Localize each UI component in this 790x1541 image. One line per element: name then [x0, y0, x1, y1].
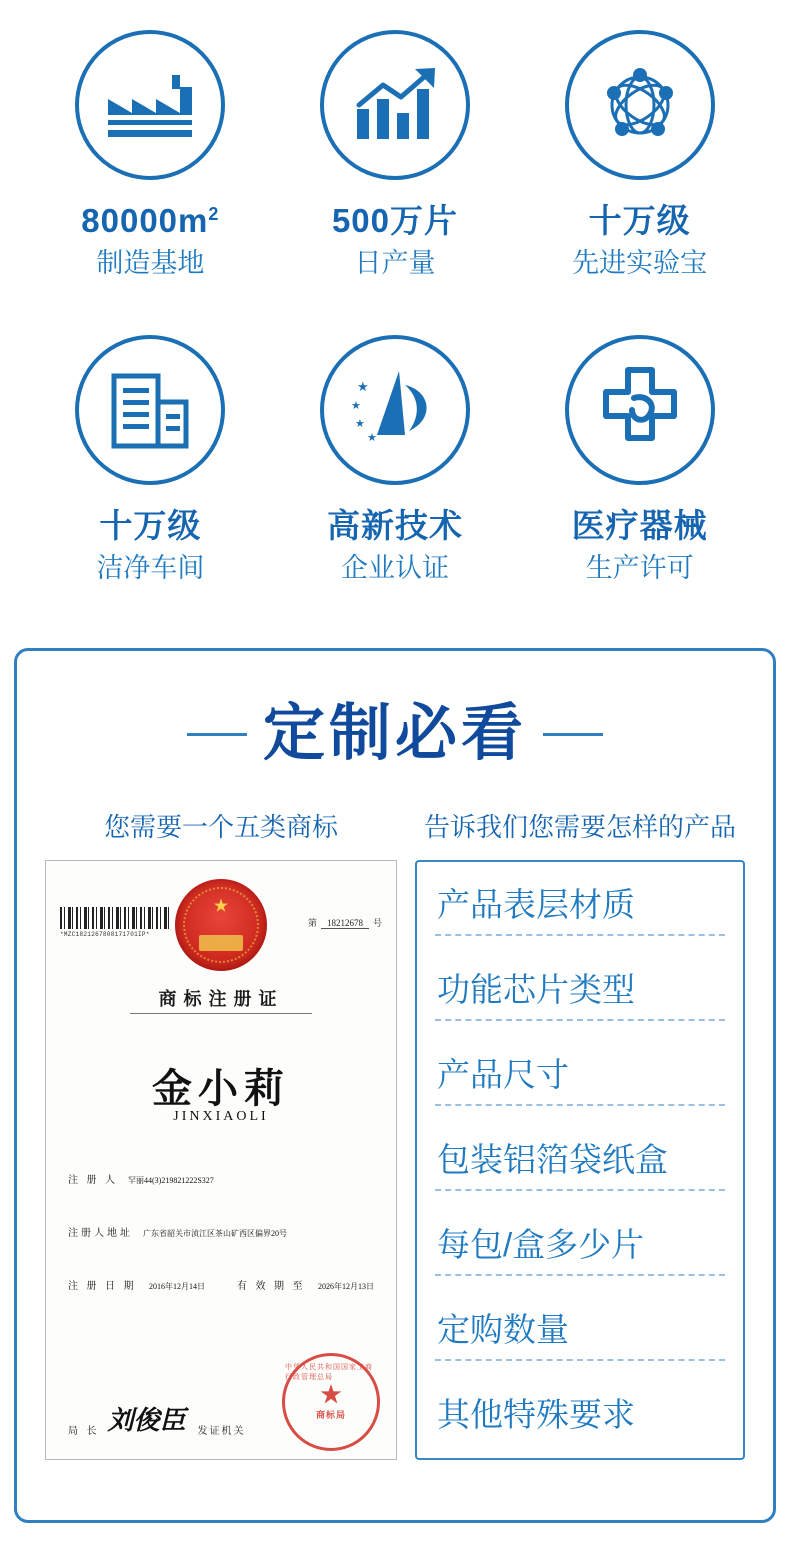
certificate-number-value: 18212678	[321, 918, 369, 929]
list-item: 包装铝箔袋纸盒	[435, 1131, 725, 1191]
certificate-number	[308, 916, 382, 929]
certificate-title: 商标注册证	[158, 989, 284, 1009]
feature-subtitle: 制造基地	[96, 247, 205, 278]
certificate-brand-cn: 金小莉	[152, 1066, 290, 1111]
seal-arc-text: 中华人民共和国国家工商行政管理总局	[285, 1363, 373, 1381]
certificate-row	[68, 1277, 374, 1292]
director-signature: 刘俊臣	[107, 1406, 186, 1435]
medical-cross-icon	[565, 335, 715, 485]
valid-until-value: 2026年12月13日	[318, 1282, 374, 1291]
certificate-number-label: 第	[307, 918, 317, 928]
feature-item-factory	[28, 30, 273, 335]
certificate-fields	[68, 1171, 374, 1326]
requirements-list	[415, 860, 745, 1460]
list-item: 产品表层材质	[435, 876, 725, 936]
list-item: 每包/盒多少片	[435, 1216, 725, 1276]
barcode-number: *MZC1821267808171701IP*	[60, 931, 150, 938]
registration-date-value: 2016年12月14日	[149, 1282, 205, 1291]
feature-item-cleanroom	[28, 335, 273, 640]
bar-chart-growth-icon	[320, 30, 470, 180]
feature-subtitle: 洁净车间	[96, 552, 205, 583]
certificate-row	[68, 1171, 374, 1186]
factory-icon	[75, 30, 225, 180]
barcode-block	[60, 907, 172, 938]
list-item: 定购数量	[435, 1301, 725, 1361]
feature-subtitle: 先进实验宝	[572, 247, 708, 278]
certificate-row	[68, 1224, 374, 1239]
registrant-address-value: 广东省韶关市浈江区茶山矿西区偏界20号	[143, 1229, 287, 1238]
list-item: 功能芯片类型	[435, 961, 725, 1021]
svg-text:★: ★	[350, 400, 361, 412]
seal-text: 商标局	[315, 1409, 346, 1420]
feature-item-medical	[517, 335, 762, 640]
certificate-title-rule	[130, 1013, 312, 1014]
feature-item-lab	[517, 30, 762, 335]
requirements-heading: 告诉我们您需要怎样的产品	[423, 812, 736, 842]
feature-subtitle: 日产量	[354, 247, 436, 278]
list-item: 其他特殊要求	[437, 1396, 635, 1434]
feature-title: 500万片	[331, 202, 459, 239]
emblem-star: ★	[213, 898, 229, 915]
customization-section	[14, 648, 776, 1523]
list-item: 产品尺寸	[435, 1046, 725, 1106]
svg-text:★: ★	[354, 418, 365, 430]
certificate-number-suffix: 号	[372, 918, 382, 928]
trademark-certificate-image	[45, 860, 397, 1460]
seal-star: ★	[319, 1381, 342, 1407]
feature-grid	[0, 0, 790, 640]
national-emblem-icon	[175, 879, 267, 971]
page-title: 定制必看	[262, 699, 527, 768]
valid-until	[237, 1277, 374, 1292]
registrant-address-label: 注册人地址	[68, 1228, 133, 1239]
registrant-label: 注 册 人	[68, 1175, 118, 1186]
feature-subtitle: 企业认证	[340, 552, 449, 583]
registration-date	[68, 1277, 205, 1292]
barcode-icon	[60, 907, 172, 929]
registration-date-label: 注 册 日 期	[68, 1281, 137, 1292]
issuer-label: 发证机关	[197, 1426, 246, 1437]
svg-text:★: ★	[356, 379, 369, 394]
emblem-gate	[199, 935, 243, 951]
feature-title: 十万级	[99, 507, 202, 544]
trademark-column	[45, 807, 397, 1460]
certificate-brand-en: JINXIAOLI	[173, 1109, 269, 1124]
feature-item-output	[273, 30, 518, 335]
feature-title: $80000m^2$	[81, 202, 220, 239]
registrant-value: 罕丽44(3)219821222S327	[128, 1176, 214, 1185]
requirements-column	[415, 807, 745, 1460]
feature-subtitle: 生产许可	[585, 552, 694, 583]
feature-title: 高新技术	[326, 507, 463, 544]
building-icon	[75, 335, 225, 485]
feature-title: 医疗器械	[571, 507, 708, 544]
header-rule-right	[543, 733, 603, 736]
official-seal-icon	[282, 1353, 380, 1451]
header-rule-left	[187, 733, 247, 736]
feature-title: 十万级	[588, 202, 691, 239]
valid-until-label: 有 效 期 至	[237, 1281, 306, 1292]
svg-text:★: ★	[366, 432, 377, 444]
molecule-lab-icon	[565, 30, 715, 180]
section-header	[17, 699, 773, 768]
trademark-heading: 您需要一个五类商标	[103, 812, 338, 842]
director-label: 局 长	[68, 1426, 100, 1437]
customization-columns	[17, 807, 773, 1460]
sail-stars-icon	[320, 335, 470, 485]
feature-item-hightech	[273, 335, 518, 640]
